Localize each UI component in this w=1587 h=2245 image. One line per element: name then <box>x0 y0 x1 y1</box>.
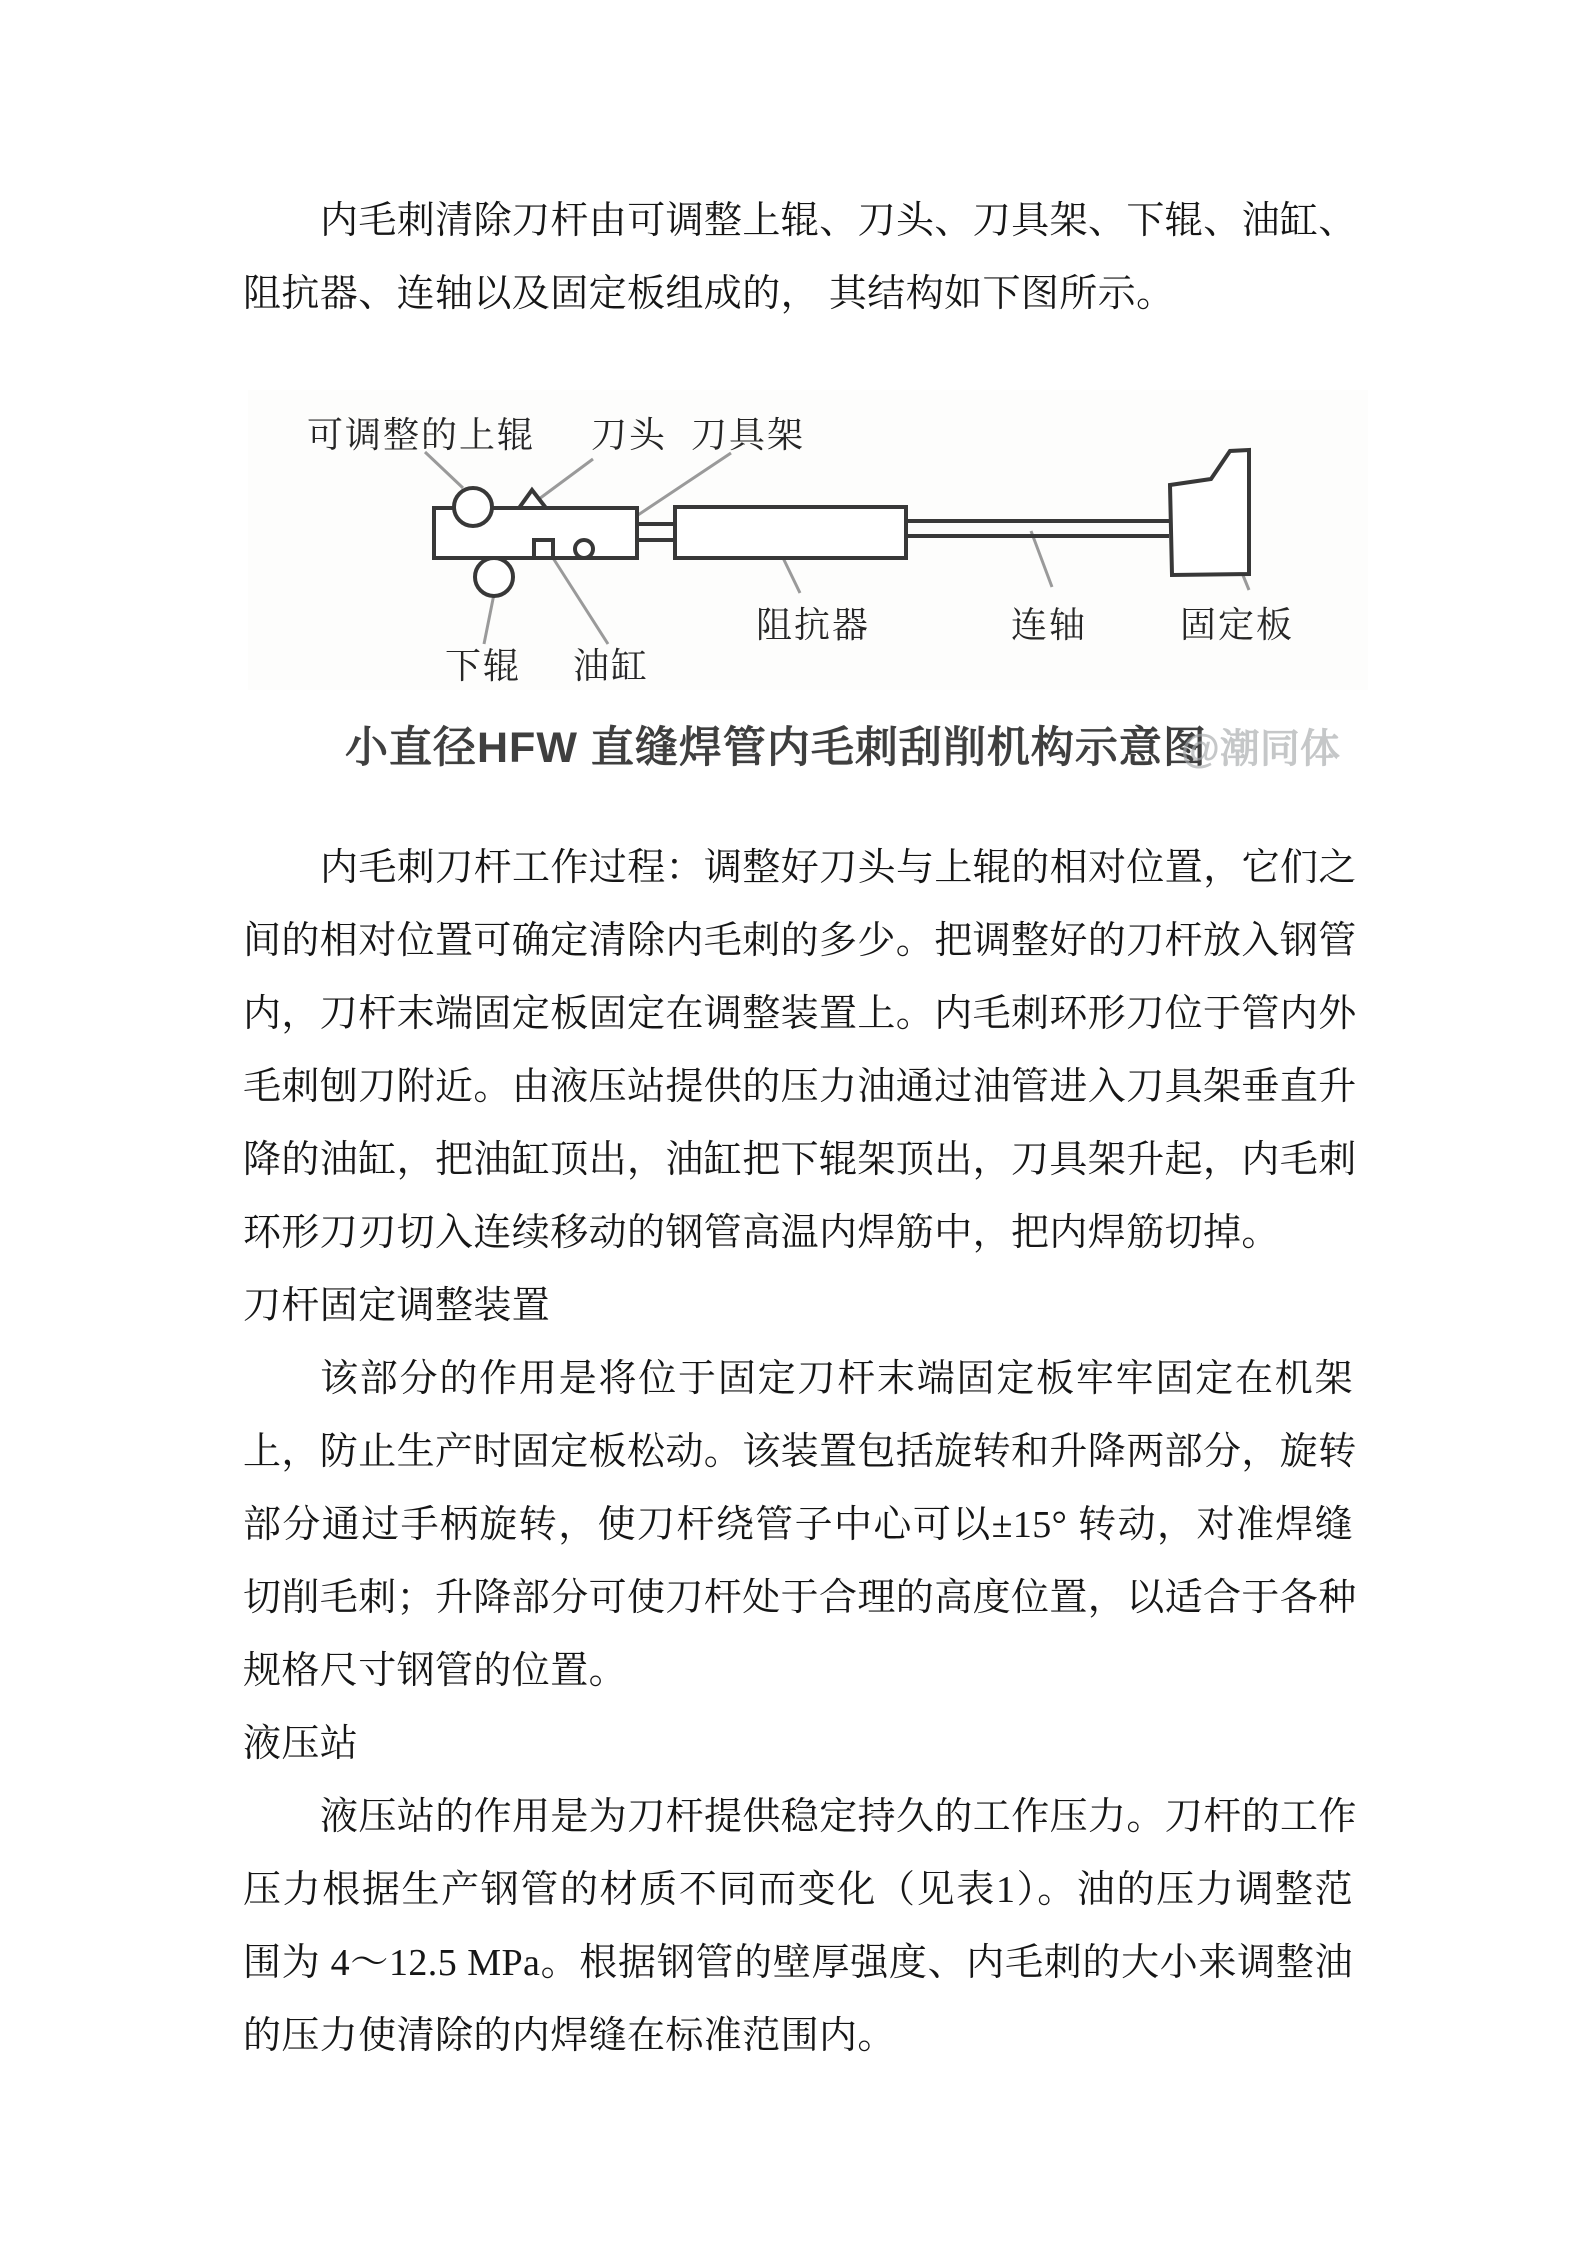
label-fixed-plate: 固定板 <box>1180 605 1295 645</box>
leader-oil-cylinder <box>553 558 608 644</box>
text-line: 环形刀刃切入连续移动的钢管高温内焊筋中，把内焊筋切掉。 <box>243 1212 1280 1254</box>
text-line: 内毛刺清除刀杆由可调整上辊、刀头、刀具架、下辊、油缸、 <box>320 200 1357 242</box>
text-line: 内毛刺刀杆工作过程：调整好刀头与上辊的相对位置，它们之 <box>320 847 1357 889</box>
fixed-plate-shape <box>1170 450 1249 575</box>
cutter-head-shape <box>519 490 546 508</box>
label-adjustable-upper-roller: 可调整的上辊 <box>307 415 536 455</box>
leader-upper-roller <box>425 452 463 488</box>
text-line: 规格尺寸钢管的位置。 <box>243 1650 628 1692</box>
section-heading-hydraulic-station <box>243 1708 1353 1781</box>
lower-roller-shape <box>475 558 513 596</box>
leader-shaft <box>1031 531 1052 587</box>
watermark-text: @潮同体 <box>1180 727 1340 771</box>
text-line: 间的相对位置可确定清除内毛刺的多少。把调整好的刀杆放入钢管 <box>243 920 1357 962</box>
text-line: 液压站的作用是为刀杆提供稳定持久的工作压力。刀杆的工作 <box>320 1796 1357 1838</box>
text-line: 围为 4～12.5 MPa。根据钢管的壁厚强度、内毛刺的大小来调整油 <box>243 1942 1353 1984</box>
body-small-circle <box>575 540 593 558</box>
label-impedance-device: 阻抗器 <box>756 605 871 645</box>
label-connecting-shaft: 连轴 <box>1011 605 1088 645</box>
label-tool-holder: 刀具架 <box>691 415 806 455</box>
leader-lower-roller <box>484 594 494 644</box>
text-line: 内，刀杆末端固定板固定在调整装置上。内毛刺环形刀位于管内外 <box>243 993 1357 1035</box>
impedance-device-shape <box>675 507 906 558</box>
paragraph-1 <box>243 185 1357 331</box>
mechanism-diagram <box>248 390 1368 690</box>
text-line: 降的油缸，把油缸顶出，油缸把下辊架顶出，刀具架升起，内毛刺 <box>243 1139 1357 1181</box>
paragraph-2 <box>243 832 1357 1270</box>
mechanism-diagram-svg <box>248 390 1368 690</box>
text-line: 毛刺刨刀附近。由液压站提供的压力油通过油管进入刀具架垂直升 <box>243 1066 1357 1108</box>
section-heading-tool-bar-fixing <box>243 1270 1353 1343</box>
paragraph-3 <box>243 1343 1357 1708</box>
text-line: 上，防止生产时固定板松动。该装置包括旋转和升降两部分，旋转 <box>243 1431 1357 1473</box>
label-lower-roller: 下辊 <box>445 646 522 686</box>
figure-caption-text: 小直径HFW 直缝焊管内毛刺刮削机构示意图 <box>345 724 1207 772</box>
text-line: 阻抗器、连轴以及固定板组成的， 其结构如下图所示。 <box>243 273 1175 315</box>
heading-text: 刀杆固定调整装置 <box>243 1285 551 1327</box>
text-line: 的压力使清除的内焊缝在标准范围内。 <box>243 2015 896 2057</box>
upper-roller-shape <box>454 488 492 526</box>
heading-text: 液压站 <box>243 1723 359 1765</box>
text-line: 压力根据生产钢管的材质不同而变化（见表1）。油的压力调整范 <box>243 1869 1353 1911</box>
figure-caption <box>345 714 1340 775</box>
label-oil-cylinder: 油缸 <box>573 646 650 686</box>
text-line: 切削毛刺；升降部分可使刀杆处于合理的高度位置，以适合于各种 <box>243 1577 1357 1619</box>
oil-cylinder-shape <box>534 540 553 558</box>
label-cutter-head: 刀头 <box>591 415 668 455</box>
text-line: 部分通过手柄旋转，使刀杆绕管子中心可以±15° 转动，对准焊缝 <box>243 1504 1353 1546</box>
paragraph-4 <box>243 1781 1357 2073</box>
leader-cutter-head <box>539 459 593 499</box>
text-line: 该部分的作用是将位于固定刀杆末端固定板牢牢固定在机架 <box>320 1358 1353 1400</box>
